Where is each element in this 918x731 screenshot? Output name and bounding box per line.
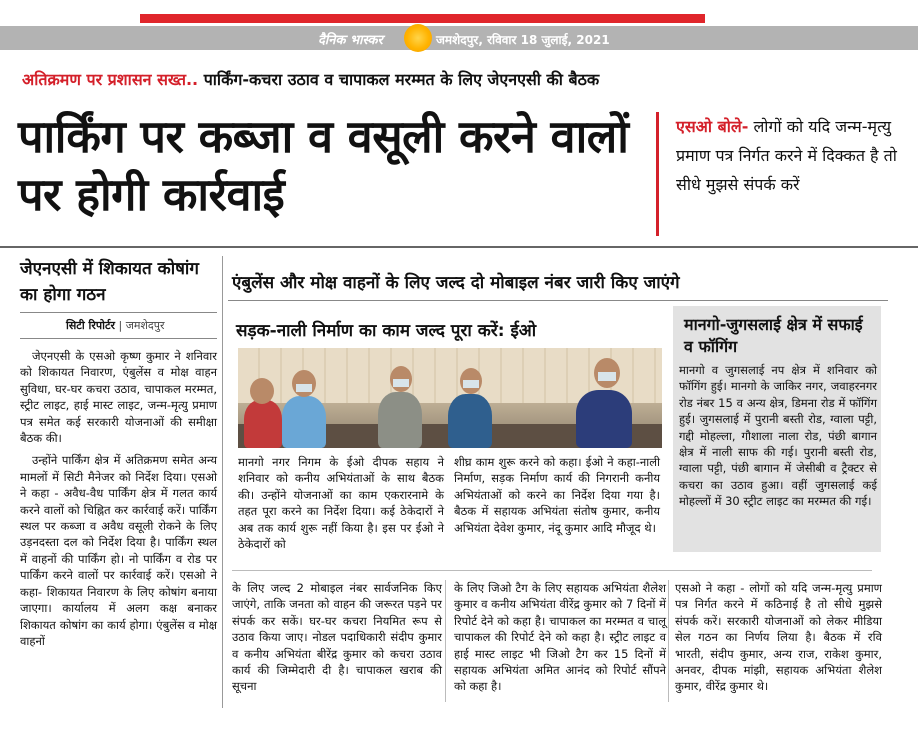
lower-col2: के लिए जल्द 2 मोबाइल नंबर सार्वजनिक किए जाएंगे, ताकि जनता को वाहन की जरूरत पड़ने पर संपर्क कर सकें। घर-घर कचरा नियमित रूप से उठाव किया जाए। नोडल पदाधिकारी संदीप कुमार व कनीय अभियंता बीरेंद्र कुमार को कचरा उठाव कार्य की जिम्मेदारी दी है। चापाकल खराब की सूचना <box>232 581 442 694</box>
person-head <box>250 378 274 404</box>
person-figure <box>576 390 632 448</box>
col1-paragraph-2: उन्होंने पार्किंग क्षेत्र में अतिक्रमण समेत अन्य मामलों में सिटी मैनेजर को निर्देश दिया। एसओ ने कहा - अवैध-वैध पार्किंग क्षेत्र में गलत कार्य करने वालों को चिह्नित कर कार्रवाई करें। पार्किंग स्थल पर कब्जा व अवैध वसूली रोकने के लिए उड़नदस्ता दल को निर्देश दिया है। पार्किंग स्थल में वाहनों की पार्किंग हो। नो पार्किंग व रोड पर पार्किंग करने वालों पर कार्रवाई करें। एसओ ने कहा- शिकायत निवारण के लिए कोषांग बनाया जाएगा। कार्यालय में अलग कक्ष बनाकर शिकायत कोषांग का कार्य होगा। एंबुलेंस व मोक्ष वाहनों <box>20 453 217 648</box>
face-mask <box>296 384 312 392</box>
face-mask <box>598 372 616 381</box>
lower-divider-2 <box>668 580 669 702</box>
meeting-photo <box>238 348 662 448</box>
lower-col3: के लिए जिओ टैग के लिए सहायक अभियंता शैलेश कुमार व कनीय अभियंता वीरेंद्र कुमार को 7 दिनों में रिपोर्ट देने को कहा है। चापाकल का मरम्मत व चालू चापाकल की रिपोर्ट देने को कहा है। स्ट्रीट लाइट व हाई मास्ट लाइट भी जिओ टैग कर 15 दिनों में सहायक अभियंता अमित आनंद को रिपोर्ट सौंपने को कहा है। <box>454 581 666 694</box>
face-mask <box>393 379 409 387</box>
face-mask <box>463 380 479 388</box>
kicker-rest: पार्किंग-कचरा उठाव व चापाकल मरम्मत के लिए जेएनएसी की बैठक <box>198 70 600 89</box>
col1-body <box>20 348 217 655</box>
lower-divider-1 <box>445 580 446 702</box>
masthead-logo: दैनिक भास्कर <box>318 33 383 48</box>
kicker <box>22 68 599 90</box>
lower-col4: एसओ ने कहा - लोगों को यदि जन्म-मृत्यु प्रमाण पत्र निर्गत करने में कठिनाई है तो सीधे मुझसे संपर्क करें। सरकारी योजनाओं को लेकर मीडिया सेल गठन का निर्णय लिया है। बैठक में रवि भारती, संदीप कुमार, अन्य राज, राकेश कुमार, अनवर, दीपक मांझी, सहायक अभियंता शैलेश कुमार, वीरेंद्र कुमार थे। <box>675 581 882 694</box>
main-headline: पार्किंग पर कब्जा व वसूली करने वालों पर होगी कार्रवाई <box>18 110 629 221</box>
section-divider <box>0 246 918 248</box>
sub-headline: सड़क-नाली निर्माण का काम जल्द पूरा करें: ईओ <box>236 321 537 341</box>
col3-body: शीघ्र काम शुरू करने को कहा। ईओ ने कहा-नाली निर्माण, सड़क निर्माण कार्य की निगरानी कनीय अभियंताओं को करने का निर्देश दिया गया है। बैठक में सहायक अभियंता संतोष कुमार, कनीय अभियंता देवेश कुमार, नंदू कुमार आदि मौजूद थे। <box>454 455 660 535</box>
side-quote <box>676 112 908 199</box>
mid-rule <box>228 300 888 301</box>
dateline: जमशेदपुर, रविवार 18 जुलाई, 2021 <box>436 33 610 47</box>
quote-divider <box>656 112 659 236</box>
mid-headline: एंबुलेंस और मोक्ष वाहनों के लिए जल्द दो मोबाइल नंबर जारी किए जाएंगे <box>232 273 680 293</box>
side-quote-text: लोगों को यदि जन्म-मृत्यु प्रमाण पत्र निर्गत करने में दिक्कत है तो सीधे मुझसे संपर्क करें <box>676 117 897 194</box>
sidebox-headline: मानगो-जुगसलाई क्षेत्र में सफाई व फॉगिंग <box>684 315 863 356</box>
byline-reporter: सिटी रिपोर्टर <box>66 319 115 332</box>
sun-logo-icon <box>404 24 432 52</box>
person-figure <box>282 396 326 448</box>
byline-city: | जमशेदपुर <box>115 319 165 332</box>
col2-body: मानगो नगर निगम के ईओ दीपक सहाय ने शनिवार को कनीय अभियंताओं के साथ बैठक की। उन्होंने योजनाओं का काम एकरारनामे के तहत पूरा करने का निर्देश दिया। कई ठेकेदारों ने अब तक कार्य शुरू नहीं किया है। इस पर ईओ ने ठेकेदारों को <box>238 455 444 552</box>
lower-rule <box>232 570 872 571</box>
top-red-bar <box>140 14 705 23</box>
sidebox-body: मानगो व जुगसलाई नप क्षेत्र में शनिवार को फॉगिंग हुई। मानगो के जाकिर नगर, जवाहरनगर रोड नंबर 15 व अन्य क्षेत्र, डिमना रोड में फॉगिंग हुई। जुगसलाई में पुरानी बस्ती रोड, ग्वाला पट्टी, गद्दी मोहल्ला, गौशाला नाला रोड, पंछी बागान क्षेत्र में नाली साफ की गई। पुरानी बस्ती रोड, ग्वाला पट्टी, पंछी बागान में जेसीबी व ट्रैक्टर से कचरा का उठाव हुआ। वहीं जुगसलाई कई मोहल्लों में 30 स्ट्रीट लाइट का मरम्मत की गई। <box>679 363 877 509</box>
person-figure <box>244 400 282 448</box>
byline <box>66 318 165 333</box>
col1-paragraph-1: जेएनएसी के एसओ कृष्ण कुमार ने शनिवार को शिकायत निवारण, एंबुलेंस व मोक्ष वाहन सुविधा, घर-घर कचरा उठाव, चापाकल मरम्मत, स्ट्रीट लाइट, हाई मास्ट लाइट, जन्म-मृत्यु प्रमाण पत्र समेत कई सरकारी योजनाओं की समीक्षा बैठक की। <box>20 349 217 446</box>
kicker-red: अतिक्रमण पर प्रशासन सख्त.. <box>22 70 199 89</box>
column-divider <box>222 256 223 708</box>
person-figure <box>378 392 422 448</box>
col1-headline: जेएनएसी में शिकायत कोषांग का होगा गठन <box>20 259 199 305</box>
side-quote-label: एसओ बोले- <box>676 117 749 136</box>
col1-rule-2 <box>20 338 217 339</box>
person-figure <box>448 394 492 448</box>
col1-rule <box>20 312 217 313</box>
